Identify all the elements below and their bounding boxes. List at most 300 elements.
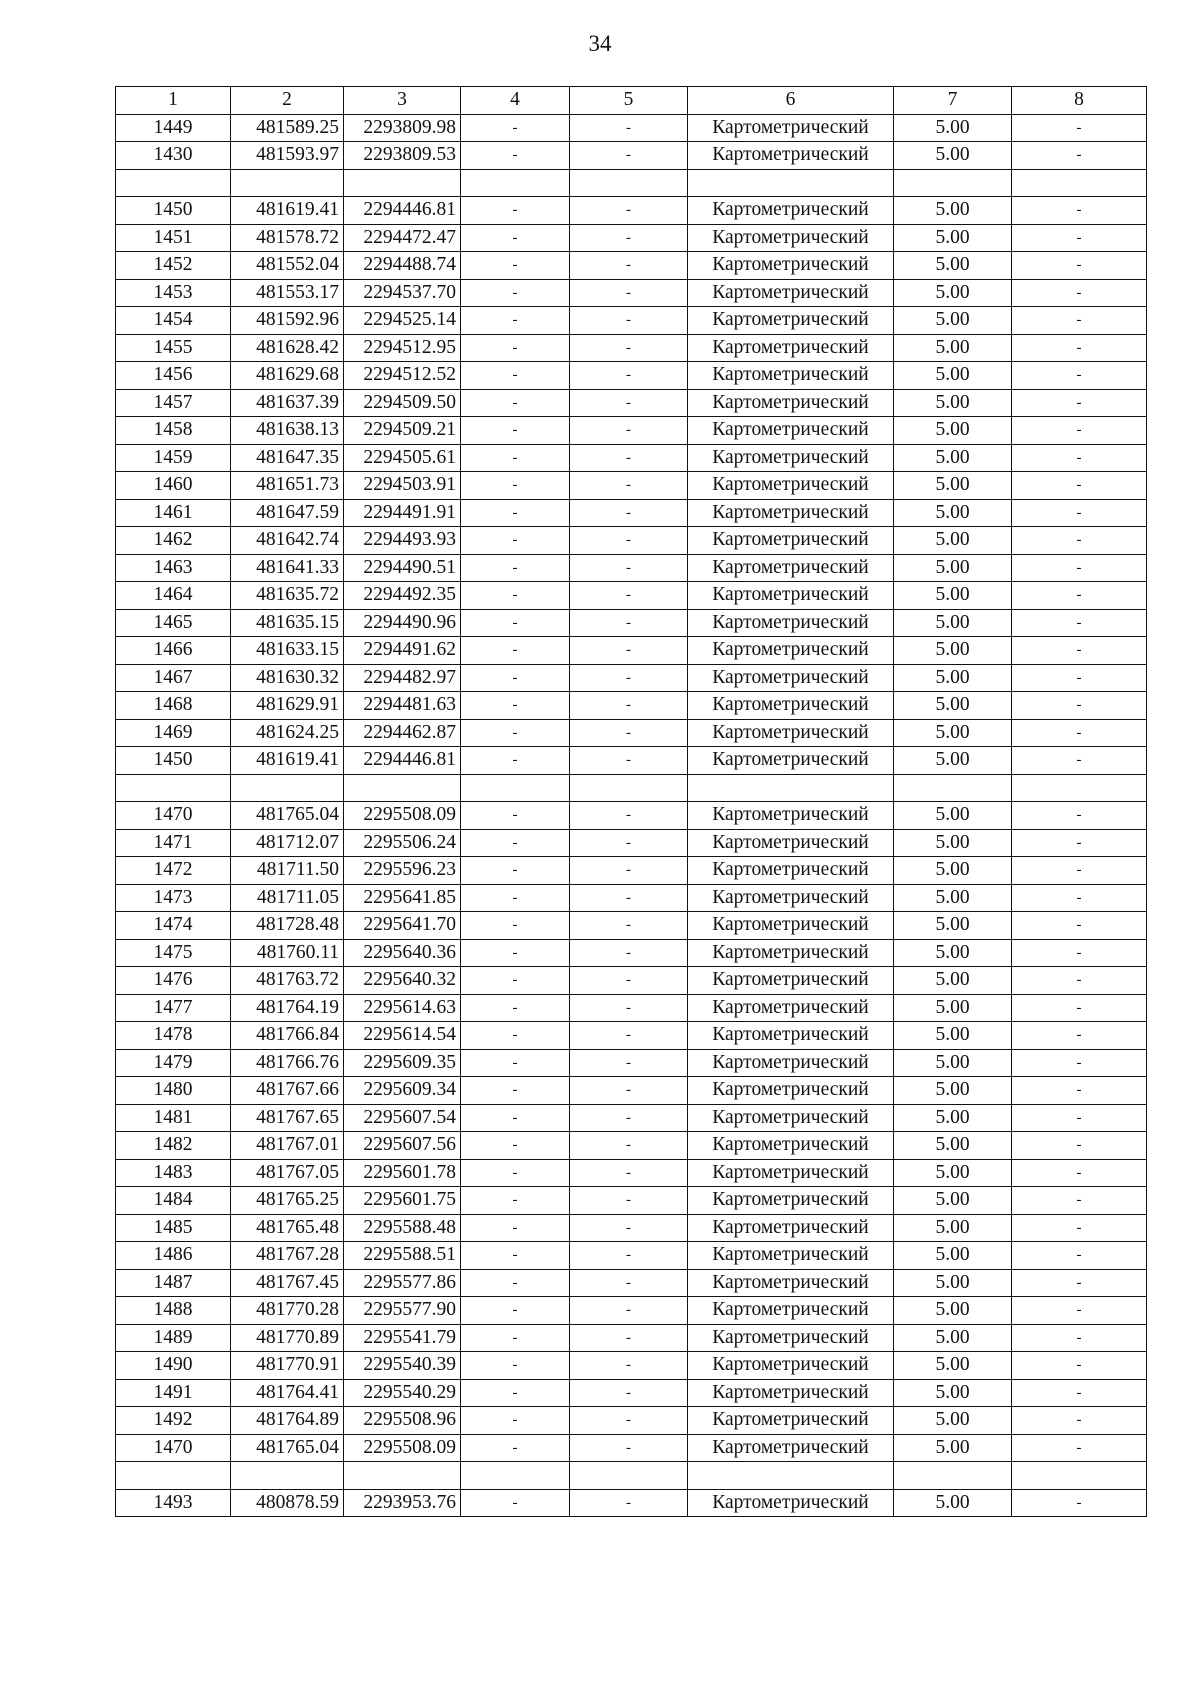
cell-coord-x: 481711.05 — [231, 884, 344, 912]
cell-col-8: - — [1012, 362, 1147, 390]
table-row — [116, 197, 1147, 225]
cell-method: Картометрический — [688, 1269, 894, 1297]
cell-col-4: - — [461, 472, 570, 500]
cell-col-8 — [1012, 774, 1147, 802]
cell-point-number: 1466 — [116, 637, 231, 665]
cell-coord-x: 481765.04 — [231, 802, 344, 830]
cell-method: Картометрический — [688, 1049, 894, 1077]
cell-col-5: - — [570, 1269, 688, 1297]
cell-coord-x: 481770.28 — [231, 1297, 344, 1325]
cell-accuracy: 5.00 — [894, 1352, 1012, 1380]
cell-point-number: 1493 — [116, 1489, 231, 1517]
cell-col-5: - — [570, 857, 688, 885]
cell-accuracy: 5.00 — [894, 1242, 1012, 1270]
cell-col-4: - — [461, 1434, 570, 1462]
cell-point-number: 1492 — [116, 1407, 231, 1435]
cell-col-5: - — [570, 1434, 688, 1462]
cell-point-number: 1482 — [116, 1132, 231, 1160]
table-row — [116, 279, 1147, 307]
cell-coord-y: 2294490.96 — [344, 609, 461, 637]
cell-accuracy: 5.00 — [894, 637, 1012, 665]
cell-method: Картометрический — [688, 939, 894, 967]
cell-method: Картометрический — [688, 609, 894, 637]
cell-coord-y: 2295577.86 — [344, 1269, 461, 1297]
cell-accuracy: 5.00 — [894, 472, 1012, 500]
cell-accuracy: 5.00 — [894, 114, 1012, 142]
cell-method: Картометрический — [688, 994, 894, 1022]
cell-point-number: 1470 — [116, 802, 231, 830]
cell-coord-x: 481763.72 — [231, 967, 344, 995]
cell-method: Картометрический — [688, 307, 894, 335]
cell-col-5: - — [570, 1022, 688, 1050]
cell-col-4: - — [461, 1489, 570, 1517]
header-row — [116, 87, 1147, 115]
cell-point-number: 1460 — [116, 472, 231, 500]
cell-point-number: 1450 — [116, 747, 231, 775]
cell-coord-y: 2295508.09 — [344, 802, 461, 830]
cell-col-5: - — [570, 1077, 688, 1105]
cell-col-5: - — [570, 224, 688, 252]
cell-col-5: - — [570, 692, 688, 720]
cell-coord-y: 2294488.74 — [344, 252, 461, 280]
cell-col-5: - — [570, 609, 688, 637]
cell-coord-x: 481760.11 — [231, 939, 344, 967]
cell-accuracy: 5.00 — [894, 197, 1012, 225]
cell-method: Картометрический — [688, 142, 894, 170]
cell-col-4: - — [461, 1077, 570, 1105]
cell-coord-x: 481770.89 — [231, 1324, 344, 1352]
cell-col-4: - — [461, 582, 570, 610]
table-body — [116, 114, 1147, 1517]
cell-accuracy: 5.00 — [894, 554, 1012, 582]
cell-col-4 — [461, 169, 570, 197]
cell-col-5: - — [570, 554, 688, 582]
cell-point-number — [116, 169, 231, 197]
cell-coord-y: 2295577.90 — [344, 1297, 461, 1325]
cell-col-8: - — [1012, 829, 1147, 857]
table-row — [116, 692, 1147, 720]
cell-point-number: 1481 — [116, 1104, 231, 1132]
cell-accuracy: 5.00 — [894, 967, 1012, 995]
cell-col-5: - — [570, 1049, 688, 1077]
cell-coord-x: 481629.91 — [231, 692, 344, 720]
cell-method: Картометрический — [688, 1077, 894, 1105]
table-row — [116, 939, 1147, 967]
cell-col-5: - — [570, 582, 688, 610]
cell-col-4: - — [461, 197, 570, 225]
cell-coord-x: 481767.05 — [231, 1159, 344, 1187]
cell-coord-x: 481592.96 — [231, 307, 344, 335]
table-row — [116, 884, 1147, 912]
cell-method: Картометрический — [688, 197, 894, 225]
cell-col-8: - — [1012, 719, 1147, 747]
cell-accuracy: 5.00 — [894, 499, 1012, 527]
cell-coord-x: 481728.48 — [231, 912, 344, 940]
table-row — [116, 554, 1147, 582]
cell-method: Картометрический — [688, 1297, 894, 1325]
cell-col-8: - — [1012, 1159, 1147, 1187]
cell-accuracy: 5.00 — [894, 692, 1012, 720]
cell-accuracy: 5.00 — [894, 1077, 1012, 1105]
cell-col-8: - — [1012, 444, 1147, 472]
cell-col-8: - — [1012, 1434, 1147, 1462]
cell-accuracy — [894, 774, 1012, 802]
cell-point-number: 1465 — [116, 609, 231, 637]
cell-col-4: - — [461, 527, 570, 555]
cell-col-5: - — [570, 389, 688, 417]
cell-col-4: - — [461, 417, 570, 445]
table-row — [116, 1049, 1147, 1077]
cell-col-5: - — [570, 279, 688, 307]
cell-coord-x: 480878.59 — [231, 1489, 344, 1517]
cell-point-number: 1477 — [116, 994, 231, 1022]
cell-col-8: - — [1012, 279, 1147, 307]
column-header-2: 2 — [231, 87, 344, 115]
cell-col-5: - — [570, 1324, 688, 1352]
cell-coord-y: 2295609.35 — [344, 1049, 461, 1077]
cell-col-5: - — [570, 362, 688, 390]
table-row — [116, 1269, 1147, 1297]
cell-coord-x: 481635.72 — [231, 582, 344, 610]
cell-col-8: - — [1012, 142, 1147, 170]
cell-point-number: 1449 — [116, 114, 231, 142]
cell-accuracy: 5.00 — [894, 747, 1012, 775]
cell-accuracy: 5.00 — [894, 939, 1012, 967]
cell-method: Картометрический — [688, 1104, 894, 1132]
cell-col-4: - — [461, 224, 570, 252]
cell-col-8: - — [1012, 499, 1147, 527]
cell-accuracy: 5.00 — [894, 142, 1012, 170]
cell-method: Картометрический — [688, 554, 894, 582]
cell-col-8: - — [1012, 1132, 1147, 1160]
table-row — [116, 1489, 1147, 1517]
cell-coord-y: 2294493.93 — [344, 527, 461, 555]
cell-point-number: 1490 — [116, 1352, 231, 1380]
cell-col-5: - — [570, 1132, 688, 1160]
cell-col-5: - — [570, 802, 688, 830]
cell-col-8: - — [1012, 1104, 1147, 1132]
cell-point-number: 1483 — [116, 1159, 231, 1187]
cell-point-number: 1457 — [116, 389, 231, 417]
table-row — [116, 1324, 1147, 1352]
cell-method: Картометрический — [688, 1489, 894, 1517]
cell-col-8: - — [1012, 912, 1147, 940]
cell-col-5: - — [570, 884, 688, 912]
cell-method: Картометрический — [688, 417, 894, 445]
cell-point-number: 1456 — [116, 362, 231, 390]
cell-col-5: - — [570, 1187, 688, 1215]
table-row — [116, 857, 1147, 885]
cell-col-8: - — [1012, 1352, 1147, 1380]
cell-col-4: - — [461, 142, 570, 170]
cell-accuracy: 5.00 — [894, 389, 1012, 417]
cell-method: Картометрический — [688, 252, 894, 280]
cell-col-5: - — [570, 967, 688, 995]
cell-col-5: - — [570, 252, 688, 280]
table-row — [116, 912, 1147, 940]
cell-accuracy: 5.00 — [894, 444, 1012, 472]
cell-point-number: 1484 — [116, 1187, 231, 1215]
cell-col-8: - — [1012, 252, 1147, 280]
cell-coord-y: 2294446.81 — [344, 197, 461, 225]
cell-coord-x: 481629.68 — [231, 362, 344, 390]
cell-accuracy: 5.00 — [894, 802, 1012, 830]
cell-coord-y: 2295609.34 — [344, 1077, 461, 1105]
cell-method: Картометрический — [688, 114, 894, 142]
cell-col-5: - — [570, 1489, 688, 1517]
column-header-3: 3 — [344, 87, 461, 115]
cell-coord-y: 2294490.51 — [344, 554, 461, 582]
cell-col-8: - — [1012, 1049, 1147, 1077]
cell-method: Картометрический — [688, 1242, 894, 1270]
cell-accuracy: 5.00 — [894, 884, 1012, 912]
cell-method — [688, 1462, 894, 1490]
cell-coord-x: 481633.15 — [231, 637, 344, 665]
cell-coord-y: 2295614.54 — [344, 1022, 461, 1050]
cell-accuracy: 5.00 — [894, 252, 1012, 280]
cell-coord-x — [231, 774, 344, 802]
table-row — [116, 114, 1147, 142]
cell-coord-x: 481630.32 — [231, 664, 344, 692]
cell-method: Картометрический — [688, 829, 894, 857]
table-row — [116, 334, 1147, 362]
cell-coord-y: 2294462.87 — [344, 719, 461, 747]
cell-coord-y: 2294492.35 — [344, 582, 461, 610]
cell-coord-y: 2295641.85 — [344, 884, 461, 912]
cell-col-8: - — [1012, 582, 1147, 610]
cell-method: Картометрический — [688, 802, 894, 830]
table-row — [116, 472, 1147, 500]
cell-method: Картометрический — [688, 1379, 894, 1407]
cell-col-8: - — [1012, 1489, 1147, 1517]
cell-point-number: 1487 — [116, 1269, 231, 1297]
cell-coord-y: 2295588.51 — [344, 1242, 461, 1270]
cell-coord-x: 481766.84 — [231, 1022, 344, 1050]
cell-point-number: 1459 — [116, 444, 231, 472]
cell-accuracy: 5.00 — [894, 1132, 1012, 1160]
cell-col-4: - — [461, 829, 570, 857]
cell-col-4: - — [461, 252, 570, 280]
cell-col-5: - — [570, 499, 688, 527]
cell-coord-y: 2295508.09 — [344, 1434, 461, 1462]
cell-col-5: - — [570, 747, 688, 775]
cell-point-number: 1479 — [116, 1049, 231, 1077]
cell-coord-x — [231, 1462, 344, 1490]
cell-col-8: - — [1012, 1407, 1147, 1435]
table-row — [116, 1214, 1147, 1242]
cell-accuracy: 5.00 — [894, 582, 1012, 610]
cell-accuracy: 5.00 — [894, 362, 1012, 390]
cell-point-number: 1476 — [116, 967, 231, 995]
cell-col-4: - — [461, 554, 570, 582]
cell-col-8: - — [1012, 114, 1147, 142]
cell-method: Картометрический — [688, 637, 894, 665]
cell-coord-x: 481765.48 — [231, 1214, 344, 1242]
cell-coord-y: 2294509.50 — [344, 389, 461, 417]
cell-col-4: - — [461, 1187, 570, 1215]
table-row — [116, 444, 1147, 472]
cell-coord-x: 481624.25 — [231, 719, 344, 747]
cell-coord-y: 2295540.29 — [344, 1379, 461, 1407]
cell-point-number: 1478 — [116, 1022, 231, 1050]
cell-method: Картометрический — [688, 499, 894, 527]
cell-coord-x: 481766.76 — [231, 1049, 344, 1077]
table-row — [116, 774, 1147, 802]
cell-accuracy: 5.00 — [894, 609, 1012, 637]
cell-col-8: - — [1012, 747, 1147, 775]
cell-coord-y: 2294481.63 — [344, 692, 461, 720]
cell-col-8 — [1012, 1462, 1147, 1490]
cell-accuracy: 5.00 — [894, 1324, 1012, 1352]
cell-coord-y: 2295541.79 — [344, 1324, 461, 1352]
cell-coord-x: 481647.59 — [231, 499, 344, 527]
cell-point-number: 1468 — [116, 692, 231, 720]
cell-col-8: - — [1012, 1187, 1147, 1215]
cell-col-5 — [570, 774, 688, 802]
cell-method: Картометрический — [688, 334, 894, 362]
table-row — [116, 499, 1147, 527]
cell-point-number: 1451 — [116, 224, 231, 252]
cell-col-8: - — [1012, 939, 1147, 967]
cell-coord-y: 2295614.63 — [344, 994, 461, 1022]
cell-col-5: - — [570, 1352, 688, 1380]
cell-col-5: - — [570, 527, 688, 555]
cell-col-5: - — [570, 307, 688, 335]
cell-method: Картометрический — [688, 224, 894, 252]
cell-coord-x: 481651.73 — [231, 472, 344, 500]
cell-col-5: - — [570, 1242, 688, 1270]
cell-coord-y — [344, 169, 461, 197]
cell-accuracy: 5.00 — [894, 857, 1012, 885]
cell-col-4: - — [461, 307, 570, 335]
cell-col-4: - — [461, 1242, 570, 1270]
cell-coord-y: 2294482.97 — [344, 664, 461, 692]
cell-col-5: - — [570, 637, 688, 665]
cell-point-number: 1467 — [116, 664, 231, 692]
cell-point-number — [116, 774, 231, 802]
cell-col-5: - — [570, 444, 688, 472]
cell-coord-x: 481765.04 — [231, 1434, 344, 1462]
cell-col-5: - — [570, 1159, 688, 1187]
cell-coord-x: 481764.41 — [231, 1379, 344, 1407]
cell-point-number: 1464 — [116, 582, 231, 610]
cell-col-5: - — [570, 719, 688, 747]
cell-point-number: 1454 — [116, 307, 231, 335]
cell-col-8: - — [1012, 554, 1147, 582]
cell-method: Картометрический — [688, 1352, 894, 1380]
cell-coord-x: 481764.19 — [231, 994, 344, 1022]
cell-coord-x: 481767.28 — [231, 1242, 344, 1270]
cell-coord-y: 2293809.98 — [344, 114, 461, 142]
cell-col-5: - — [570, 1379, 688, 1407]
table-row — [116, 664, 1147, 692]
column-header-4: 4 — [461, 87, 570, 115]
cell-point-number: 1474 — [116, 912, 231, 940]
cell-coord-x: 481635.15 — [231, 609, 344, 637]
cell-col-4: - — [461, 884, 570, 912]
cell-coord-x: 481764.89 — [231, 1407, 344, 1435]
cell-col-4: - — [461, 967, 570, 995]
cell-accuracy: 5.00 — [894, 1049, 1012, 1077]
cell-coord-y: 2293809.53 — [344, 142, 461, 170]
cell-accuracy: 5.00 — [894, 417, 1012, 445]
cell-point-number: 1470 — [116, 1434, 231, 1462]
coordinates-table — [115, 86, 1147, 1517]
cell-method — [688, 169, 894, 197]
cell-point-number: 1463 — [116, 554, 231, 582]
cell-accuracy: 5.00 — [894, 1022, 1012, 1050]
cell-coord-y: 2295640.36 — [344, 939, 461, 967]
cell-col-8: - — [1012, 472, 1147, 500]
cell-col-8: - — [1012, 967, 1147, 995]
cell-col-4: - — [461, 1352, 570, 1380]
cell-accuracy: 5.00 — [894, 719, 1012, 747]
cell-col-8: - — [1012, 637, 1147, 665]
cell-col-8: - — [1012, 1242, 1147, 1270]
cell-col-4 — [461, 774, 570, 802]
cell-col-4: - — [461, 637, 570, 665]
table-row — [116, 1352, 1147, 1380]
cell-coord-y: 2294505.61 — [344, 444, 461, 472]
cell-col-8: - — [1012, 334, 1147, 362]
cell-col-4: - — [461, 1269, 570, 1297]
cell-coord-y: 2295588.48 — [344, 1214, 461, 1242]
column-header-5: 5 — [570, 87, 688, 115]
cell-coord-y: 2295601.75 — [344, 1187, 461, 1215]
cell-col-4: - — [461, 719, 570, 747]
table-row — [116, 1132, 1147, 1160]
cell-point-number: 1458 — [116, 417, 231, 445]
cell-accuracy: 5.00 — [894, 912, 1012, 940]
cell-col-4: - — [461, 444, 570, 472]
cell-col-5: - — [570, 1104, 688, 1132]
cell-col-4: - — [461, 664, 570, 692]
cell-coord-x: 481767.66 — [231, 1077, 344, 1105]
cell-col-4: - — [461, 1022, 570, 1050]
cell-accuracy: 5.00 — [894, 279, 1012, 307]
cell-point-number: 1471 — [116, 829, 231, 857]
table-row — [116, 307, 1147, 335]
cell-accuracy: 5.00 — [894, 307, 1012, 335]
cell-col-4: - — [461, 939, 570, 967]
cell-method: Картометрический — [688, 389, 894, 417]
cell-col-5: - — [570, 417, 688, 445]
cell-col-8: - — [1012, 1022, 1147, 1050]
cell-col-8: - — [1012, 1214, 1147, 1242]
cell-method: Картометрический — [688, 362, 894, 390]
table-row — [116, 582, 1147, 610]
cell-coord-x: 481767.65 — [231, 1104, 344, 1132]
cell-point-number: 1462 — [116, 527, 231, 555]
cell-coord-y: 2294446.81 — [344, 747, 461, 775]
cell-point-number: 1489 — [116, 1324, 231, 1352]
cell-col-8: - — [1012, 307, 1147, 335]
column-header-1: 1 — [116, 87, 231, 115]
cell-col-8: - — [1012, 884, 1147, 912]
table-row — [116, 637, 1147, 665]
cell-accuracy: 5.00 — [894, 1297, 1012, 1325]
table-row — [116, 142, 1147, 170]
cell-method: Картометрический — [688, 664, 894, 692]
cell-point-number: 1485 — [116, 1214, 231, 1242]
cell-col-4: - — [461, 692, 570, 720]
cell-accuracy: 5.00 — [894, 664, 1012, 692]
cell-point-number: 1455 — [116, 334, 231, 362]
table-row — [116, 829, 1147, 857]
table-row — [116, 1379, 1147, 1407]
cell-col-5: - — [570, 1214, 688, 1242]
cell-accuracy: 5.00 — [894, 1269, 1012, 1297]
